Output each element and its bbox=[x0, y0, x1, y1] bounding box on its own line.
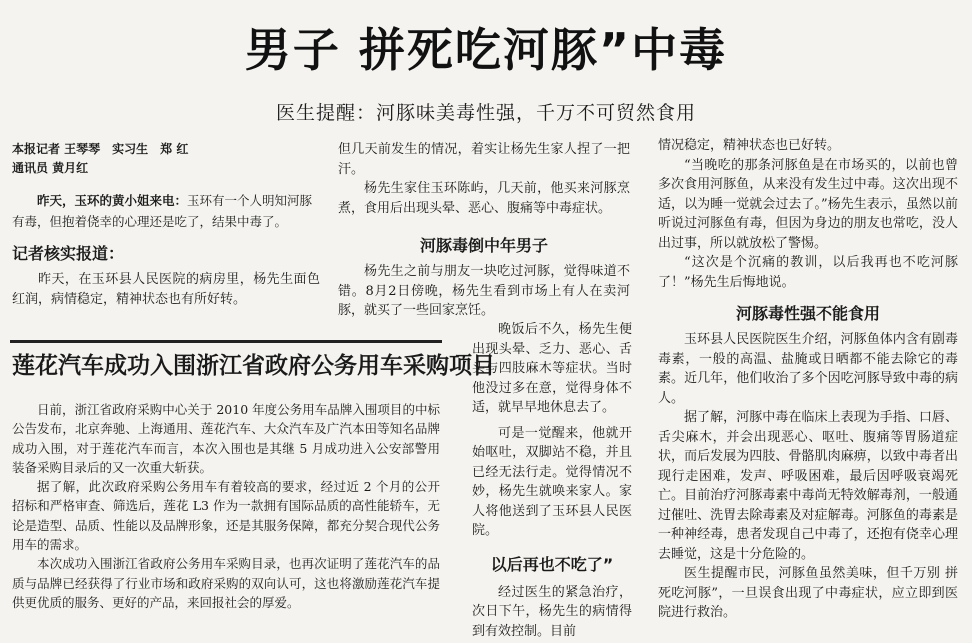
right-p2: “这次是个沉痛的教训，以后我再也不吃河豚了！”杨先生后悔地说。 bbox=[658, 255, 958, 290]
toxicity-p2: 据了解，河豚中毒在临床上表现为手指、口唇、舌尖麻木，并会出现恶心、呕吐、腹痛等胃肠道症状，而后发展为四肢、骨骼肌肉麻痹，以致中毒者出现行走困难，发声、呼吸困难，最后因呼吸衰竭死亡。目前治疗河豚毒素中毒尚无特效解毒剂，一般通过催吐、洗胃去除毒素及对症解毒。河豚鱼的毒素是一种神经毒，患者发现自己中毒了，还抱有侥幸心理去睡觉，这是十分危险的。 bbox=[658, 410, 958, 562]
box-p3: 本次成功入围浙江省政府公务用车采购目录，也再次证明了莲花汽车的品质与品牌已经获得了行业市场和政府采购的双向认可，这也将激励莲花汽车提供更优质的服务、更好的产品，来回报社会的厚爱。 bbox=[12, 556, 440, 610]
toxicity-p3: 医生提醒市民，河豚鱼虽然美味，但千万别 拼死吃河豚”，一旦误食出现了中毒症状，应立即到医院进行救治。 bbox=[658, 566, 958, 620]
section-poisoned-paragraph bbox=[338, 262, 630, 321]
section-never-again-text: 经过医生的紧急治疗，次日下午，杨先生的病情得到有效控制。目前 bbox=[472, 584, 632, 639]
box-paragraphs bbox=[12, 400, 440, 612]
toxicity-p1: 玉环县人民医院医生介绍，河豚鱼体内含有剧毒毒素，一般的高温、盐腌或日晒都不能去除它的毒素。近几年，他们收治了多个因吃河豚导致中毒的病人。 bbox=[658, 332, 958, 406]
middle-p2: 杨先生家住玉环陈屿，几天前，他买来河豚烹煮，食用后出现头晕、恶心、腹痛等中毒症状。 bbox=[338, 181, 630, 216]
article-left-column bbox=[12, 140, 320, 309]
box-article bbox=[12, 400, 440, 612]
verify-text: 昨天，在玉环县人民医院的病房里，杨先生面色红润，病情稳定，精神状态也有所好转。 bbox=[12, 272, 320, 307]
narrow-p2: 可是一觉醒来，他就开始呕吐，双脚站不稳，并且已经无法行走。觉得情况不妙，杨先生就唤来家人。家人将他送到了玉环县人民医院。 bbox=[472, 425, 632, 538]
narrow-p1: 晚饭后不久，杨先生便出现头晕、乏力、恶心、舌头与四肢麻木等症状。当时他没过多在意，觉得身体不适，就早早地休息去了。 bbox=[472, 322, 632, 415]
lead-text: 玉环有一个人明知河豚有毒，但抱着侥幸的心理还是吃了，结果中毒了。 bbox=[12, 193, 313, 229]
box-p2: 据了解，此次政府采购公务用车有着较高的要求，经过近 2 个月的公开招标和严格审查、筛选后，莲花 L3 作为一款拥有国际品质的高性能轿车，无论是造型、品质、性能以及品牌形象，还是其服务保障，都充分契合现代公务用车的需求。 bbox=[12, 479, 440, 553]
headline: 男子 拼死吃河豚”中毒 bbox=[244, 23, 728, 77]
section-title-never-again: 以后再也不吃了” bbox=[490, 554, 614, 574]
section-poisoned-text: 杨先生之前与朋友一块吃过河豚，觉得味道不错。8月2日傍晚，杨先生看到市场上有人在卖河豚，就买了一些回家烹饪。 bbox=[338, 264, 630, 318]
lead-paragraph bbox=[12, 190, 320, 232]
middle-p1: 但几天前发生的情况，着实让杨先生家人捏了一把汗。 bbox=[338, 142, 630, 177]
section-toxicity-paragraphs bbox=[658, 330, 958, 623]
middle-paragraphs bbox=[338, 140, 630, 218]
subheadline: 医生提醒：河豚味美毒性强，千万不可贸然食用 bbox=[275, 102, 696, 124]
narrow-paragraphs bbox=[472, 320, 632, 541]
byline bbox=[12, 140, 320, 178]
lead-dateline: 昨天，玉环的黄小姐来电： bbox=[37, 193, 188, 208]
right-p0: 情况稳定，精神状态也已好转。 bbox=[658, 138, 841, 153]
byline-reporters: 本报记者 王琴琴 实习生 郑 红 bbox=[12, 142, 189, 156]
section-title-poisoned: 河豚毒倒中年男子 bbox=[419, 236, 548, 255]
section-never-again-paragraph bbox=[472, 583, 632, 642]
verify-paragraph bbox=[12, 270, 320, 309]
article-middle-column bbox=[338, 140, 630, 321]
box-title: 莲花汽车成功入围浙江省政府公务用车采购项目 bbox=[12, 353, 495, 379]
section-title-toxicity: 河豚毒性强不能食用 bbox=[735, 304, 880, 323]
right-paragraphs bbox=[658, 136, 958, 292]
article-right-column bbox=[658, 136, 958, 623]
verify-heading: 记者核实报道： bbox=[12, 244, 125, 263]
byline-correspondent: 通讯员 黄月红 bbox=[12, 161, 89, 175]
box-p1: 日前，浙江省政府采购中心关于 2010 年度公务用车品牌入围项目的中标公告发布，北京奔驰、上海通用、莲花汽车、大众汽车及广汽本田等知名品牌成功入围，对于莲花汽车而言，本次入围也是其继 5 月成功进入公安部警用装备采购目录后的又一次重大斩获。 bbox=[12, 402, 440, 475]
box-top-rule bbox=[10, 340, 442, 343]
article-narrow-column bbox=[472, 320, 632, 641]
right-p1: “当晚吃的那条河豚鱼是在市场买的，以前也曾多次食用河豚鱼，从来没有发生过中毒。这次出现不适，以为睡一觉就会过去了。”杨先生表示，虽然以前听说过河豚鱼有毒，但因为身边的朋友也常吃，没人出过事，所以就放松了警惕。 bbox=[658, 157, 958, 251]
